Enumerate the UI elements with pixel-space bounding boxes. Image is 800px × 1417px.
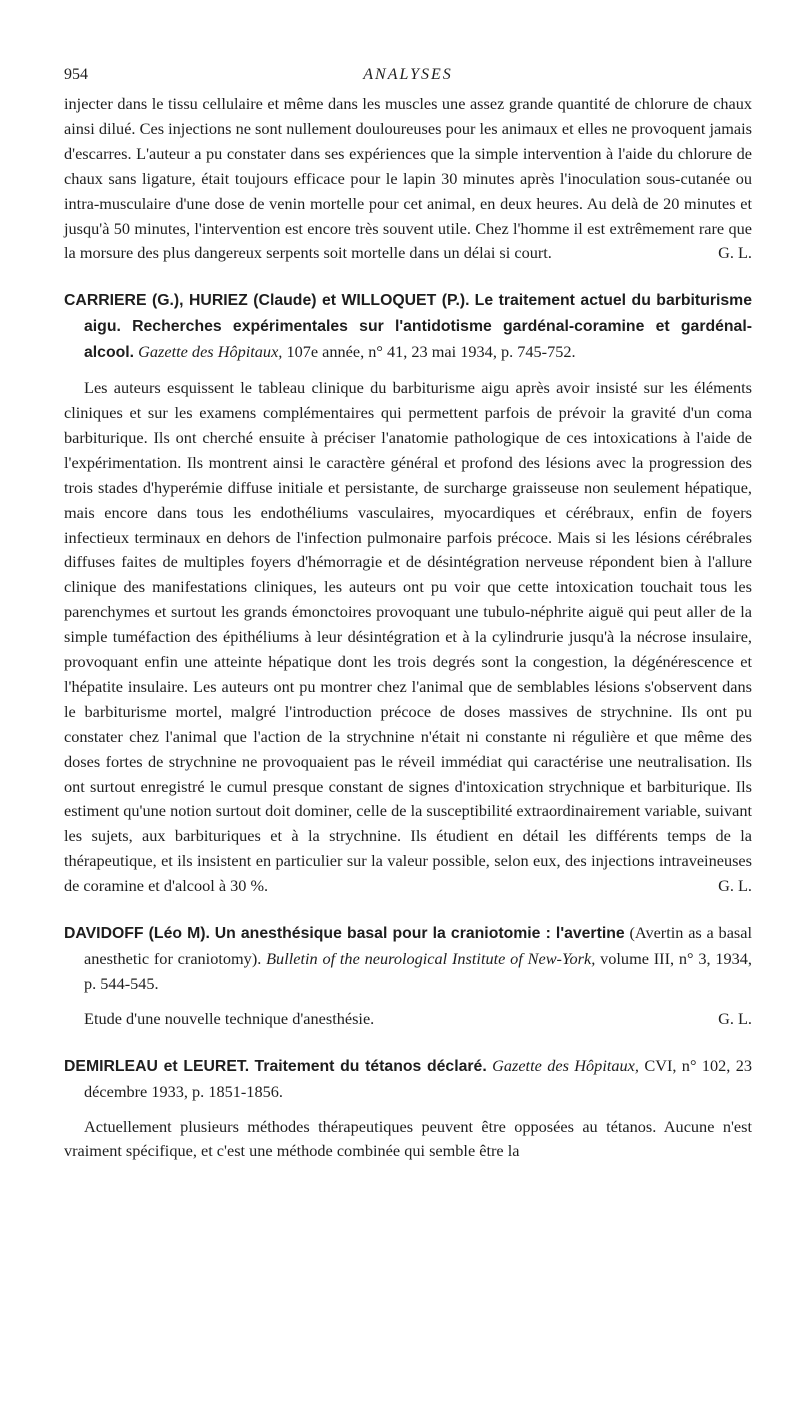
entry-journal: Gazette des Hôpitaux, [138, 342, 283, 362]
entry-title: Le traitement actuel du barbiturisme aigu. Recherches expérimentales sur l'antidotisme gardénal-coramine et gardénal-alcool. [84, 292, 752, 362]
entry-citation: volume III, n° 3, 1934, p. 544-545. [84, 949, 752, 993]
entry-signature: G. L. [718, 876, 752, 896]
entry-title: Un anesthésique basal pour la craniotomie : l'avertine [214, 925, 625, 943]
entry-journal: Bulletin of the neurological Institute of New-York, [266, 949, 596, 968]
entry-abstract-demirleau [64, 1115, 752, 1165]
entry-signature: G. L. [718, 1008, 752, 1028]
intro-text: injecter dans le tissu cellulaire et même dans les muscles une assez grande quantité de chlorure de chaux ainsi dilué. Ces injections ne sont nullement douloureuses pour les animaux et elles ne provoquent jamais d'escarres. L'auteur a pu constater dans ses expériences que la simple intervention à l'aide du chlorure de chaux sans ligature, était toujours efficace pour le lapin 30 minutes après l'inoculation sous-cutanée ou intra-musculaire d'une dose de venin mortelle pour cet animal, en deux heures. Au delà de 20 minutes et jusqu'à 50 minutes, l'intervention est encore très souvent utile. Chez l'homme il est extrêmement rare que la morsure des plus dangereux serpents soit mortelle dans un délai si court. [64, 94, 752, 263]
entry-heading-demirleau [64, 1054, 752, 1105]
entry-body-text: Les auteurs esquissent le tableau clinique du barbiturisme aigu après avoir insisté sur les éléments cliniques et sur les examens complémentaires qui permettent parfois de prévoir la gravité d'un coma barbiturique. Ils ont cherché ensuite à préciser l'anatomie pathologique de ces intoxications à l'aide de l'expérimentation. Ils montrent ainsi le caractère général et profond des lésions avec la progression des trois stades d'hyperémie diffuse initiale et persistante, de surcharge graisseuse non seulement hépatique, mais encore dans tous les endothéliums vasculaires, myocardiques et cérébraux, enfin de foyers infectieux terminaux en dehors de l'infection pulmonaire parfois précoce. Mais si les lésions cérébrales diffuses faites de multiples foyers d'hémorragie et de désintégration nerveuse répondent bien à l'allure clinique des manifestations cliniques, les auteurs ont pu voir que cette intoxication touchait tous les parenchymes et surtout les grands émonctoires provoquant une tubulo-néphrite aiguë qui peut aller de la simple tuméfaction des épithéliums à leur désintégration et à la cylindrurie jusqu'à la nécrose insulaire, provoquant enfin une atteinte hépatique dont les trois degrés sont la congestion, la dégénérescence et l'hépatite insulaire. Les auteurs ont pu montrer chez l'animal que de semblables lésions s'observent dans le barbiturisme mortel, malgré l'introduction précoce de doses massives de strychnine. Ils ont pu constater chez l'animal que l'action de la strychnine n'était ni constante ni régulière et que même des doses fortes de strychnine ne provoquaient pas le réveil immédiat qui caractérise une neutralisation. Ils ont surtout enregistré le cumul presque constant de signes d'intoxication strychnique et barbiturique. Ils estiment qu'une notion surtout doit dominer, celle de la susceptibilité extraordinairement variable, suivant les sujets, aux barbituriques et à la strychnine. Ils étudient en détail les différents temps de la thérapeutique, et ils insistent en particulier sur la valeur possible, selon eux, des injections intraveineuses de coramine et d'alcool à 30 %. [64, 378, 752, 896]
journal-page [64, 62, 752, 1164]
entry-authors: DAVIDOFF (Léo M). [64, 925, 210, 943]
page-number: 954 [64, 66, 88, 83]
entry-body-text: Etude d'une nouvelle technique d'anesthésie. [84, 1008, 375, 1028]
entry-heading-davidoff [64, 921, 752, 997]
intro-paragraph [64, 92, 752, 266]
running-head [64, 62, 752, 92]
entry-abstract-davidoff [64, 1007, 752, 1032]
entry-citation: CVI, n° 102, 23 décembre 1933, p. 1851-1856. [84, 1055, 752, 1101]
entry-authors: DEMIRLEAU et LEURET. [64, 1057, 250, 1075]
running-title: ANALYSES [363, 66, 453, 83]
entry-subtitle: (Avertin as a basal anesthetic for craniotomy). [84, 923, 753, 968]
entry-citation: 107e année, n° 41, 23 mai 1934, p. 745-752. [286, 342, 576, 362]
entry-journal: Gazette des Hôpitaux, [492, 1055, 639, 1075]
entry-body-text: Actuellement plusieurs méthodes thérapeutiques peuvent être opposées au tétanos. Aucune n'est vraiment spécifique, et c'est une méthode combinée qui semble être la [64, 1116, 752, 1161]
entry-authors: CARRIERE (G.), HURIEZ (Claude) et WILLOQUET (P.). [64, 292, 470, 310]
intro-signature: G. L. [718, 243, 752, 263]
entry-abstract-carriere [64, 376, 752, 899]
entry-heading-carriere [64, 288, 752, 366]
entry-title: Traitement du tétanos déclaré. [254, 1057, 487, 1075]
